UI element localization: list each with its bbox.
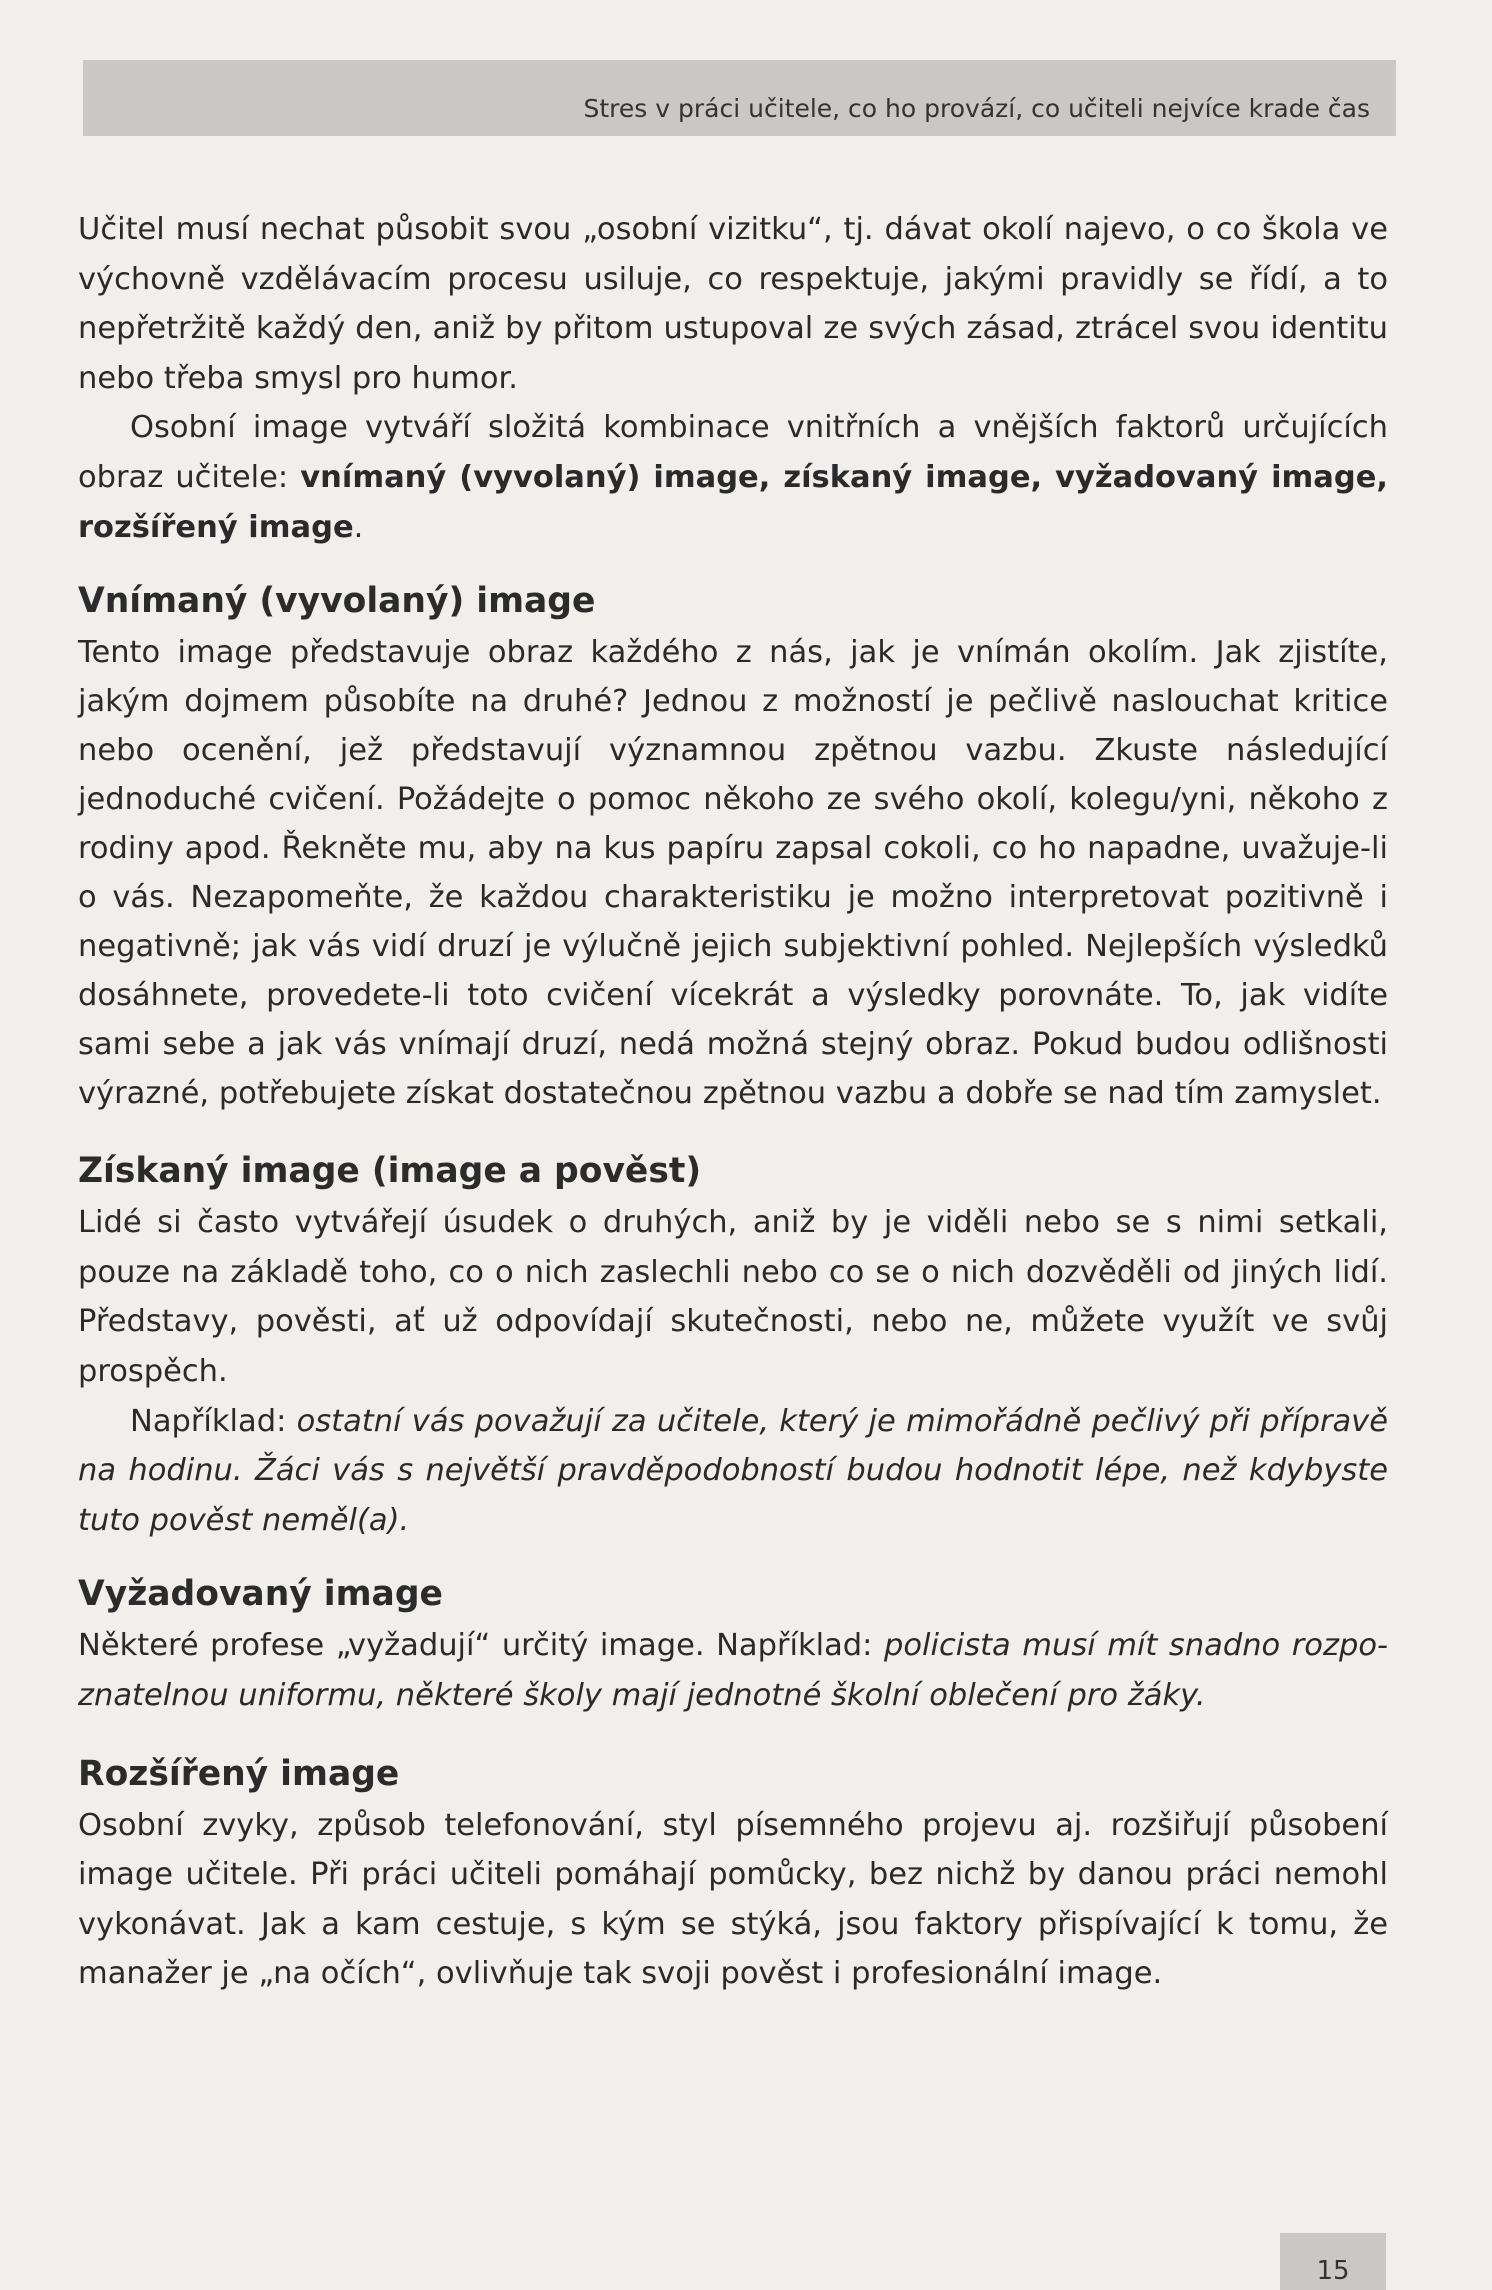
page-number-box — [1280, 2233, 1386, 2290]
section-text-vnimany: Tento image představuje obraz každého z nás, jak je vnímán okolím. Jak zjistíte, jakým dojmem působíte na druhé? Jednou z možností je pečlivě naslouchat kritice nebo ocenění, jež představují významnou zpětnou vazbu. Zkuste následující jednoduché cvičení. Požádejte o pomoc někoho ze svého okolí, kolegu/yni, někoho z rodiny apod. Řekněte mu, aby na kus papíru zapsal cokoli, co ho napadne, uvažuje-li o vás. Nezapomeňte, že každou charakteristiku je možno interpretovat pozitivně i negativně; jak vás vidí druzí je výlučně jejich subjektivní pohled. Nejlepších výsledků dosáhnete, provedete-li toto cvičení vícekrát a výsledky porovnáte. To, jak vidíte sami sebe a jak vás vnímají druzí, nedá možná stejný obraz. Pokud budou odlišnosti výrazné, potřebujete získat dostatečnou zpětnou vazbu a dobře se nad tím zamyslet. — [78, 635, 1388, 1112]
section-heading-vyzadovany: Vyžadovaný image — [78, 1574, 443, 1615]
running-header-title: Stres v práci učitele, co ho provází, co učiteli nejvíce krade čas — [583, 93, 1370, 123]
section-text-ziskany: Lidé si často vytvářejí úsudek o druhých, aniž by je viděli nebo se s nimi setkali, pouze na základě toho, co o nich zaslechli nebo co se o nich dozvěděli od jiných lidí. Představy, pověsti, ať už odpovídají skutečnosti, nebo ne, můžete využít ve svůj prospěch. — [78, 1205, 1388, 1389]
intro-paragraph-2-end: . — [353, 509, 364, 545]
section-heading-rozsireny: Rozšířený image — [78, 1753, 400, 1794]
intro-paragraph-1: Učitel musí nechat působit svou „osobní vizitku“, tj. dávat okolí najevo, o co škola ve výchovně vzdělávacím procesu usiluje, co respektuje, jakými pravidly se řídí, a to nepřetržitě každý den, aniž by přitom ustupoval ze svých zásad, ztrácel svou identitu nebo třeba smysl pro humor. — [78, 212, 1388, 396]
intro-paragraph-2-text: Osobní image vytváří složitá kombinace vnitřních a vnějších faktorů určujících obraz učitele: — [78, 410, 1388, 495]
section-text-vyzadovany-start: Některé profese „vyžadují“ určitý image. Například: — [78, 1628, 884, 1664]
running-header — [83, 60, 1396, 136]
page-number: 15 — [1316, 2256, 1350, 2286]
section-text-vyzadovany — [78, 1621, 1388, 1720]
example-label: Například: — [130, 1403, 297, 1439]
page-body — [78, 205, 1388, 1999]
image-types-list: vnímaný (vyvolaný) image, získaný image, vyžadovaný image, rozšířený image — [78, 459, 1388, 545]
example-paragraph — [78, 1397, 1388, 1546]
section-text-vyzadovany-italic: policista musí mít snadno rozpoznatelnou uniformu, některé školy mají jednotné školní oblečení pro žáky. — [78, 1628, 1388, 1713]
section-heading-vnimany: Vnímaný (vyvolaný) image — [78, 581, 596, 622]
intro-paragraph-2 — [78, 403, 1388, 552]
section-heading-ziskany: Získaný image (image a pověst) — [78, 1151, 702, 1192]
example-text: ostatní vás považují za učitele, který je mimořádně pečlivý při přípravě na hodinu. Žáci vás s největší pravděpodobností budou hodnotit lépe, než kdybyste tuto pověst neměl(a). — [78, 1403, 1388, 1538]
section-text-rozsireny: Osobní zvyky, způsob telefonování, styl písemného projevu aj. rozšiřují působení image učitele. Při práci učiteli pomáhají pomůcky, bez nichž by danou práci nemohl vykonávat. Jak a kam cestuje, s kým se stýká, jsou faktory přispívající k tomu, že manažer je „na očích“, ovlivňuje tak svoji pověst i profesionální image. — [78, 1807, 1388, 1992]
